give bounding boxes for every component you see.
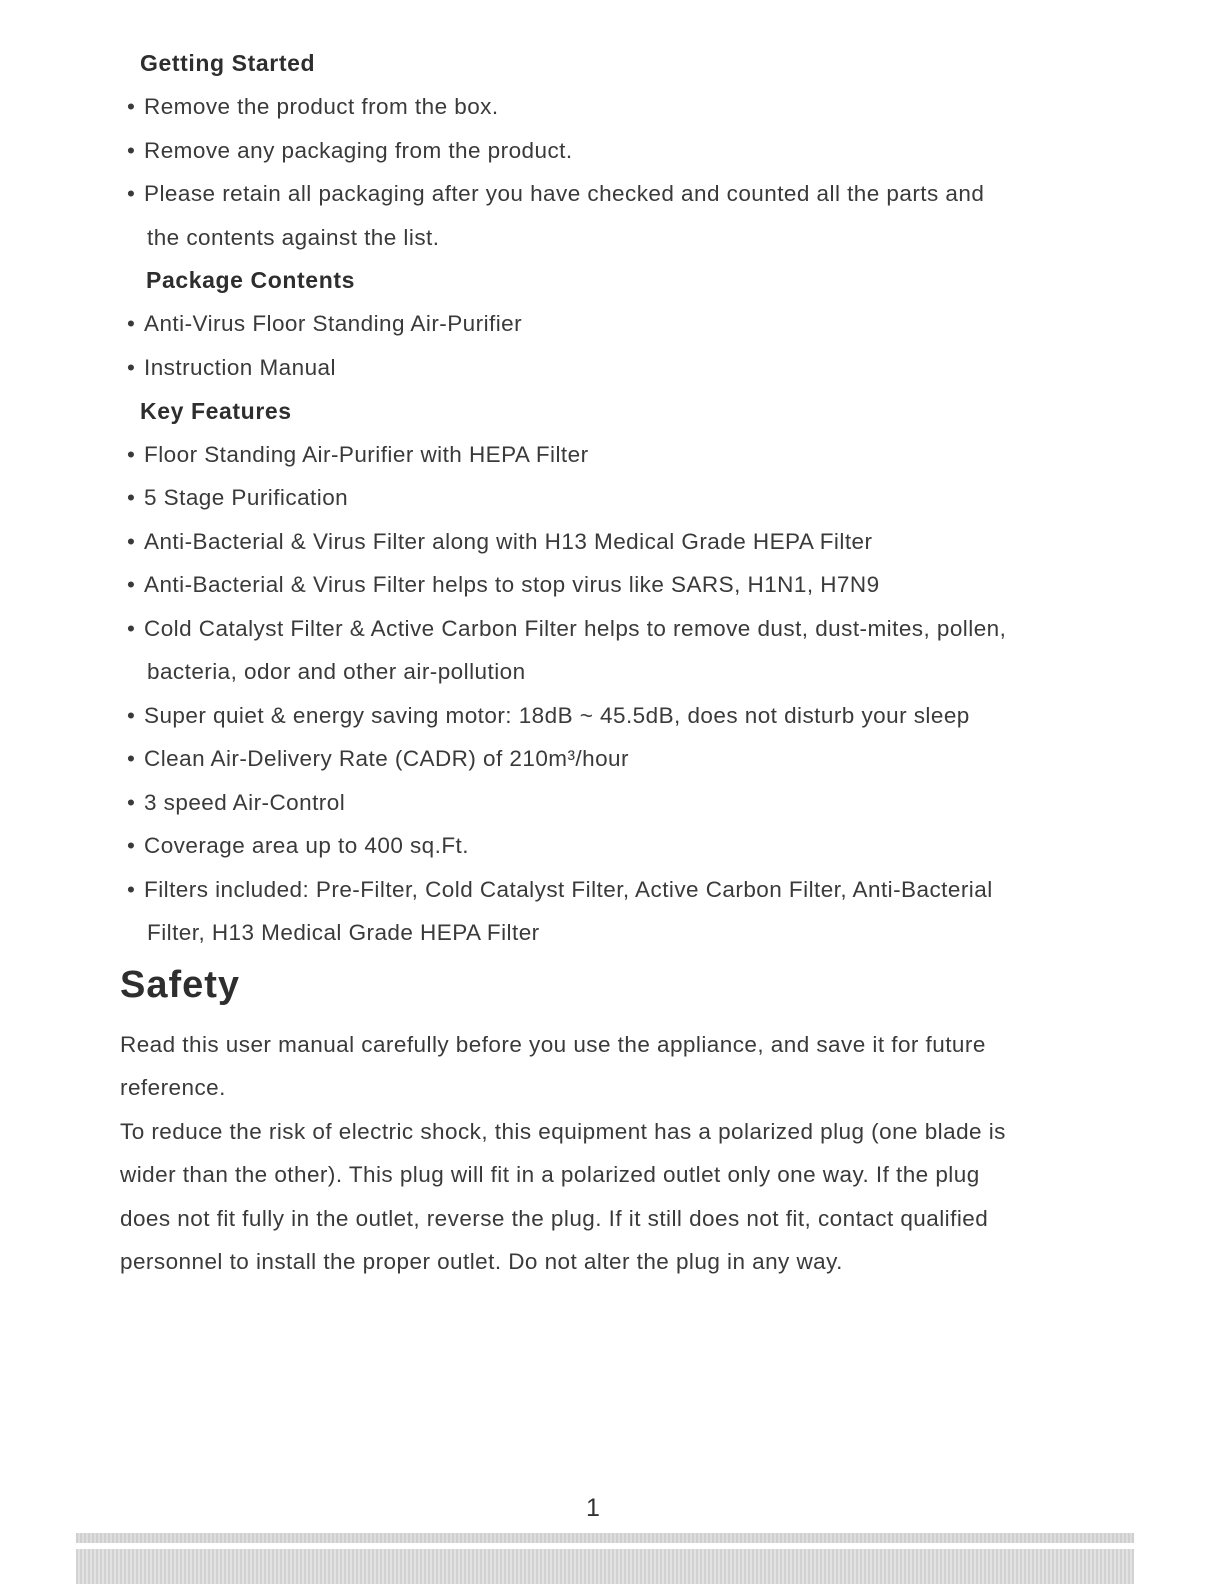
list-item: • Anti-Bacterial & Virus Filter helps to stop virus like SARS, H1N1, H7N9 (127, 572, 880, 597)
safety-paragraph-line: To reduce the risk of electric shock, this equipment has a polarized plug (one blade is (120, 1119, 1006, 1144)
list-item: • 5 Stage Purification (127, 485, 349, 510)
list-item: • Remove the product from the box. (127, 94, 499, 119)
bullet-icon: • (127, 485, 136, 510)
list-item: • Remove any packaging from the product. (127, 138, 573, 163)
safety-heading: Safety (120, 964, 241, 1006)
bullet-icon: • (127, 703, 136, 728)
list-item: • Clean Air-Delivery Rate (CADR) of 210m³/hour (127, 746, 629, 771)
bullet-icon: • (127, 181, 136, 206)
list-item: • Instruction Manual (127, 355, 336, 380)
bullet-icon: • (127, 94, 136, 119)
bullet-icon: • (127, 138, 136, 163)
list-item: • Cold Catalyst Filter & Active Carbon Filter helps to remove dust, dust-mites, pollen, (127, 616, 1007, 641)
safety-paragraph-line: does not fit fully in the outlet, reverse the plug. If it still does not fit, contact qualified (120, 1206, 989, 1231)
bullet-icon: • (127, 746, 136, 771)
list-item: • Anti-Virus Floor Standing Air-Purifier (127, 311, 523, 336)
bullet-icon: • (127, 790, 136, 815)
page-number: 1 (586, 1494, 600, 1522)
list-item: • Filters included: Pre-Filter, Cold Catalyst Filter, Active Carbon Filter, Anti-Bacterial (127, 877, 993, 902)
list-item: • Please retain all packaging after you have checked and counted all the parts and (127, 181, 985, 206)
bullet-icon: • (127, 355, 136, 380)
bullet-icon: • (127, 572, 136, 597)
list-item-continuation: the contents against the list. (147, 225, 440, 250)
getting-started-heading: Getting Started (140, 50, 316, 76)
bullet-icon: • (127, 442, 136, 467)
package-contents-heading: Package Contents (146, 267, 355, 293)
list-item: • Super quiet & energy saving motor: 18dB ~ 45.5dB, does not disturb your sleep (127, 703, 970, 728)
list-item-continuation: bacteria, odor and other air-pollution (147, 659, 526, 684)
bullet-icon: • (127, 529, 136, 554)
bullet-icon: • (127, 311, 136, 336)
list-item: • Anti-Bacterial & Virus Filter along with H13 Medical Grade HEPA Filter (127, 529, 873, 554)
footer-divider (76, 1533, 1134, 1543)
bullet-icon: • (127, 833, 136, 858)
bullet-icon: • (127, 877, 136, 902)
list-item: • 3 speed Air-Control (127, 790, 346, 815)
list-item: • Floor Standing Air-Purifier with HEPA Filter (127, 442, 589, 467)
key-features-heading: Key Features (140, 398, 292, 424)
bullet-icon: • (127, 616, 136, 641)
safety-paragraph-line: wider than the other). This plug will fit in a polarized outlet only one way. If the plug (120, 1162, 980, 1187)
safety-paragraph-line: reference. (120, 1075, 226, 1100)
safety-paragraph-line: personnel to install the proper outlet. Do not alter the plug in any way. (120, 1249, 843, 1274)
safety-paragraph-line: Read this user manual carefully before you use the appliance, and save it for future (120, 1032, 986, 1057)
list-item: • Coverage area up to 400 sq.Ft. (127, 833, 469, 858)
footer-band (76, 1549, 1134, 1584)
list-item-continuation: Filter, H13 Medical Grade HEPA Filter (147, 920, 540, 945)
